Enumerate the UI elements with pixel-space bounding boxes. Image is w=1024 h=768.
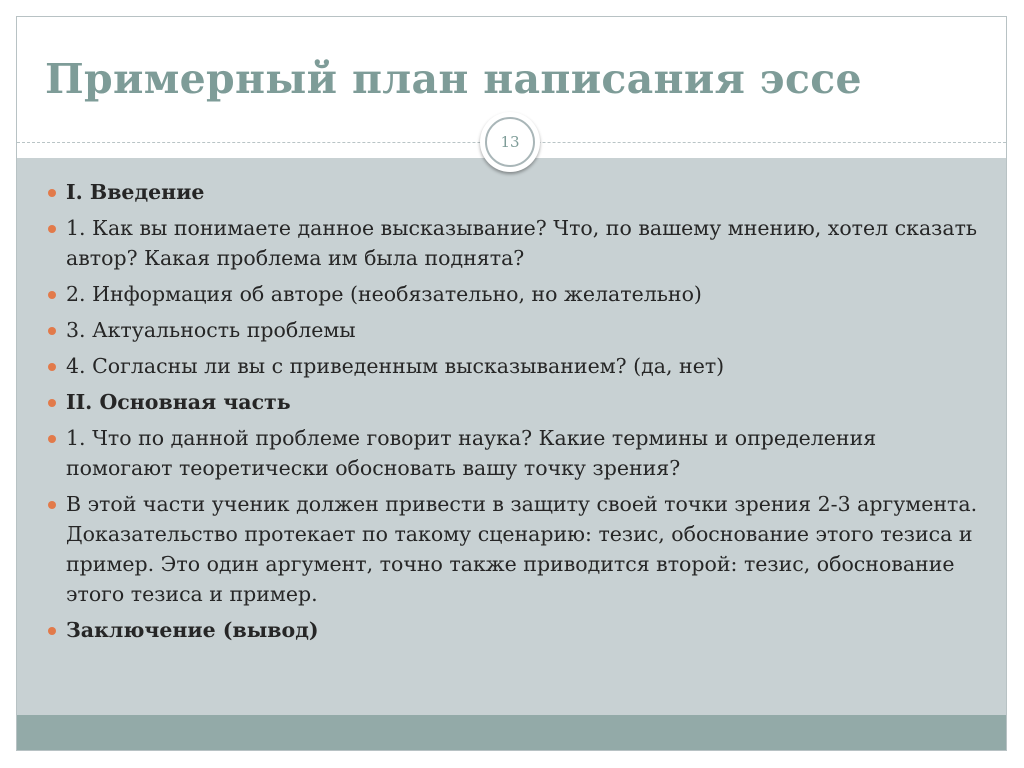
list-item-text: Заключение (вывод): [66, 618, 319, 642]
list-item: [48, 489, 978, 609]
bullet-icon: [48, 399, 56, 407]
bullet-icon: [48, 435, 56, 443]
slide: [16, 16, 1007, 751]
list-item: [48, 423, 978, 483]
page-number-badge: [480, 112, 540, 172]
list-item: [48, 351, 978, 381]
bullet-icon: [48, 327, 56, 335]
list-item: [48, 615, 978, 645]
list-item-text: 1. Как вы понимаете данное высказывание? Что, по вашему мнению, хотел сказать автор? Какая проблема им была поднята?: [66, 216, 978, 270]
list-item: [48, 315, 978, 345]
slide-title: Примерный план написания эссе: [45, 55, 862, 103]
list-item-text: 1. Что по данной проблеме говорит наука? Какие термины и определения помогают теоретически обосновать вашу точку зрения?: [66, 426, 877, 480]
list-item: [48, 177, 978, 207]
list-item-text: 4. Согласны ли вы с приведенным высказыванием? (да, нет): [66, 354, 725, 378]
list-item: [48, 213, 978, 273]
bullet-icon: [48, 189, 56, 197]
list-item: [48, 387, 978, 417]
list-item-text: В этой части ученик должен привести в защиту своей точки зрения 2-3 аргумента. Доказательство протекает по такому сценарию: тезис, обоснование этого тезиса и пример. Это один аргумент, точно также приводится второй: тезис, обоснование этого тезиса и пример.: [66, 492, 978, 606]
bullet-icon: [48, 363, 56, 371]
bullet-icon: [48, 225, 56, 233]
footer-bar: [17, 715, 1006, 751]
bullet-icon: [48, 291, 56, 299]
bullet-icon: [48, 501, 56, 509]
page-number: 13: [485, 117, 535, 167]
bullet-icon: [48, 627, 56, 635]
list-item: [48, 279, 978, 309]
list-item-text: I. Введение: [66, 180, 205, 204]
list-item-text: 2. Информация об авторе (необязательно, но желательно): [66, 282, 702, 306]
list-item-text: II. Основная часть: [66, 390, 291, 414]
list-item-text: 3. Актуальность проблемы: [66, 318, 356, 342]
outline-list: [48, 177, 978, 651]
